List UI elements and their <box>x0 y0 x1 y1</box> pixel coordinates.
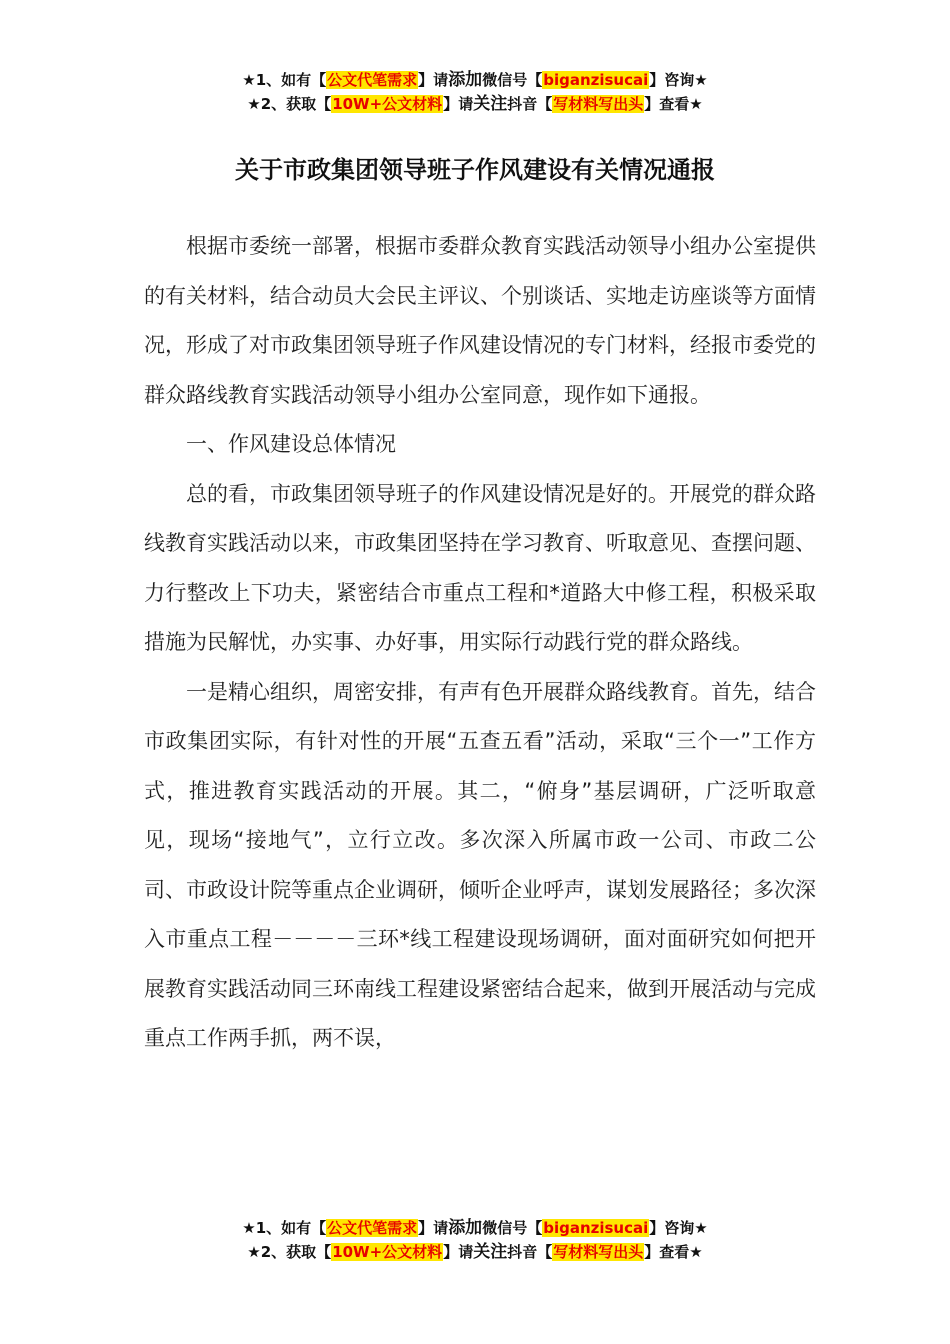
section-heading: 一、作风建设总体情况 <box>186 432 396 456</box>
promo-line-2: ★2、获取【10W+公文材料】请关注抖音【写材料写出头】查看★ <box>247 1242 703 1262</box>
highlight-wechat-id: biganzisucai <box>543 71 649 89</box>
highlight-writing-service: 公文代笔需求 <box>327 71 418 89</box>
highlight-writing-service: 公文代笔需求 <box>327 1219 418 1237</box>
paragraph-intro: 根据市委统一部署，根据市委群众教育实践活动领导小组办公室提供的有关材料，结合动员大会民主评议、个别谈话、实地走访座谈等方面情况，形成了对市政集团领导班子作风建设情况的专门材料，经报市委党的群众路线教育实践活动领导小组办公室同意，现作如下通报。 <box>144 234 816 407</box>
promo-line-1: ★1、如有【公文代笔需求】请添加微信号【biganzisucai】咨询★ <box>242 70 708 90</box>
promo-header <box>0 68 950 116</box>
document-title: 关于市政集团领导班子作风建设有关情况通报 <box>235 156 715 184</box>
highlight-wechat-id: biganzisucai <box>543 1219 649 1237</box>
promo-footer <box>0 1216 950 1264</box>
document-body <box>144 222 816 1064</box>
highlight-douyin-account: 写材料写出头 <box>553 95 644 113</box>
highlight-douyin-account: 写材料写出头 <box>553 1243 644 1261</box>
paragraph-point-one: 一是精心组织，周密安排，有声有色开展群众路线教育。首先，结合市政集团实际，有针对性的开展“五查五看”活动，采取“三个一”工作方式，推进教育实践活动的开展。其二，“俯身”基层调研，广泛听取意见，现场“接地气”，立行立改。多次深入所属市政一公司、市政二公司、市政设计院等重点企业调研，倾听企业呼声，谋划发展路径；多次深入市重点工程－－－－三环*线工程建设现场调研，面对面研究如何把开展教育实践活动同三环南线工程建设紧密结合起来，做到开展活动与完成重点工作两手抓，两不误， <box>144 679 816 1050</box>
highlight-materials: 10W+公文材料 <box>332 95 443 113</box>
highlight-materials: 10W+公文材料 <box>332 1243 443 1261</box>
promo-line-1: ★1、如有【公文代笔需求】请添加微信号【biganzisucai】咨询★ <box>242 1218 708 1238</box>
paragraph-overview: 总的看，市政集团领导班子的作风建设情况是好的。开展党的群众路线教育实践活动以来，市政集团坚持在学习教育、听取意见、查摆问题、力行整改上下功夫，紧密结合市重点工程和*道路大中修工程，积极采取措施为民解忧，办实事、办好事，用实际行动践行党的群众路线。 <box>144 481 816 654</box>
promo-line-2: ★2、获取【10W+公文材料】请关注抖音【写材料写出头】查看★ <box>247 94 703 114</box>
